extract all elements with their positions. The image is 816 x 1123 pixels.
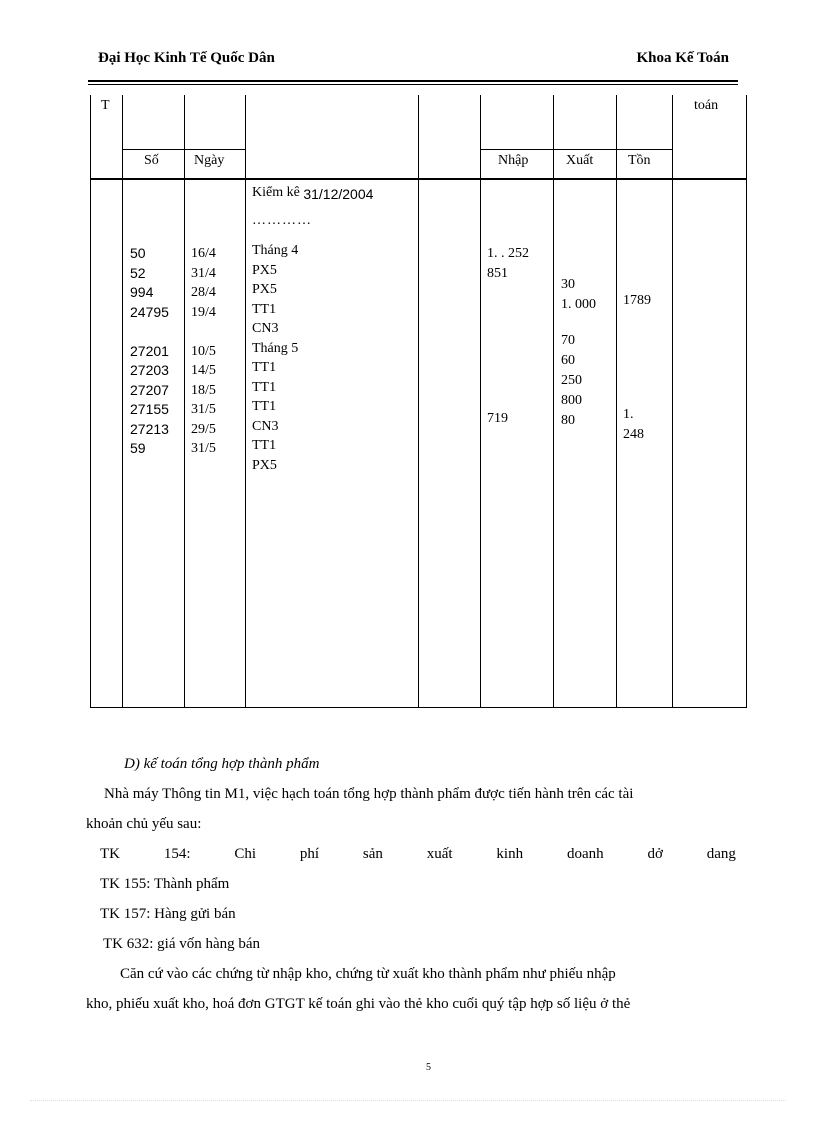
tk154-word: doanh xyxy=(566,846,604,862)
header-rule-thick xyxy=(88,80,738,82)
xuat-top: 30 1. 000 xyxy=(561,277,596,312)
tk154-word: TK xyxy=(100,846,120,862)
col-divider xyxy=(616,95,617,708)
col-divider xyxy=(672,95,673,708)
kiem-ke-label: Kiểm kê xyxy=(252,185,300,200)
col-stt-header: T xyxy=(101,98,110,113)
xuat-bottom: 70 60 250 800 80 xyxy=(561,333,582,428)
col-last-header: toán xyxy=(694,98,719,113)
col-nhap-header: Nhập xyxy=(498,153,529,168)
kiem-ke-date: 31/12/2004 xyxy=(303,186,374,202)
nhap-top: 1. . 252 851 xyxy=(487,246,529,281)
col-divider xyxy=(184,95,185,708)
col-divider xyxy=(480,95,481,708)
dien-giai-column: Tháng 4 PX5 PX5 TT1 CN3 Tháng 5 TT1 TT1 TT1 CN3 TT1 PX5 xyxy=(252,243,299,473)
col-divider xyxy=(418,95,419,708)
table-bottom-line xyxy=(90,707,747,708)
col-xuat-header: Xuất xyxy=(566,153,594,168)
header-school-name: Đại Học Kinh Tế Quốc Dân xyxy=(98,50,275,66)
subheader-line xyxy=(122,149,246,150)
so-column: 50 52 994 24795 27201 27203 27207 27155 27213 59 xyxy=(130,245,169,456)
col-divider xyxy=(245,95,246,708)
tk154-word: phí xyxy=(299,846,320,862)
col-ngay-header: Ngày xyxy=(194,153,225,168)
nhap-bottom: 719 xyxy=(487,411,508,426)
header-rule-thin xyxy=(88,84,738,85)
tk154-word: dở xyxy=(647,846,663,862)
header-bottom-line xyxy=(90,178,747,180)
footer-divider xyxy=(30,1100,786,1101)
tk154-word: Chi xyxy=(234,846,257,862)
tk154-word: kinh xyxy=(496,846,524,862)
paragraph-2-line-1: Căn cứ vào các chứng từ nhập kho, chứng từ xuất kho thành phẩm như phiếu nhập xyxy=(120,966,616,982)
header-faculty-name: Khoa Kế Toán xyxy=(636,50,729,66)
ton-bottom: 1. 248 xyxy=(623,407,644,442)
ton-top: 1789 xyxy=(623,293,651,308)
table-border-right xyxy=(746,95,747,708)
col-ton-header: Tồn xyxy=(628,153,651,168)
tk154-word: sản xyxy=(362,846,383,862)
dots-line: ………… xyxy=(252,213,312,228)
tk632-line: TK 632: giá vốn hàng bán xyxy=(103,936,261,952)
ngay-column: 16/4 31/4 28/4 19/4 10/5 14/5 18/5 31/5 29/5 31/5 xyxy=(191,246,216,456)
subheader-line xyxy=(480,149,673,150)
kiem-ke-line xyxy=(252,183,373,201)
tk154-word: xuất xyxy=(426,846,453,862)
col-divider xyxy=(553,95,554,708)
tk154-word: dang xyxy=(706,846,736,862)
col-divider xyxy=(122,95,123,708)
paragraph-1-line-1: Nhà máy Thông tin M1, việc hạch toán tổng hợp thành phẩm được tiến hành trên các tài xyxy=(104,786,634,802)
table-border-left xyxy=(90,95,91,708)
inventory-table xyxy=(90,95,747,708)
tk154-line xyxy=(100,846,736,863)
tk155-line: TK 155: Thành phẩm xyxy=(100,876,230,892)
paragraph-2-line-2: kho, phiếu xuất kho, hoá đơn GTGT kế toán ghi vào thẻ kho cuối quý tập hợp số liệu ở thẻ xyxy=(86,996,631,1012)
tk157-line: TK 157: Hàng gửi bán xyxy=(100,906,236,922)
tk154-word: 154: xyxy=(163,846,191,862)
paragraph-1-line-2: khoản chủ yếu sau: xyxy=(86,816,202,832)
section-heading: D) kế toán tổng hợp thành phẩm xyxy=(124,756,320,772)
col-so-header: Số xyxy=(144,153,159,168)
page-number: 5 xyxy=(426,1062,431,1073)
